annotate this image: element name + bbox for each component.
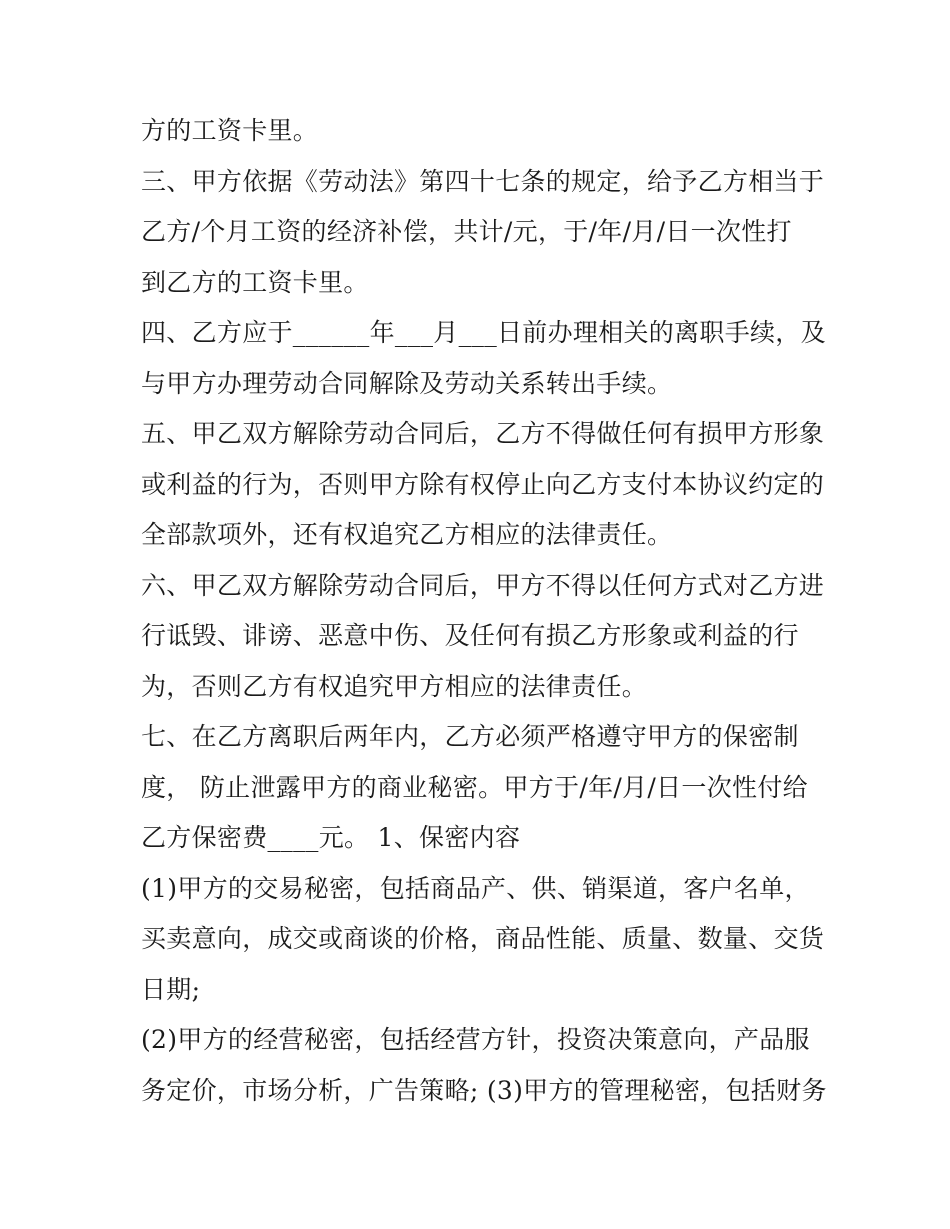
text-line-7: 五、甲乙双方解除劳动合同后，乙方不得做任何有损甲方形象	[141, 419, 825, 448]
text-line-3: 乙方/个月工资的经济补偿，共计/元，于/年/月/日一次性打	[141, 217, 792, 246]
text-line-9: 全部款项外，还有权追究乙方相应的法律责任。	[141, 520, 673, 549]
text-line-19: (2)甲方的经营秘密，包括经营方针，投资决策意向，产品服	[141, 1025, 810, 1054]
text-line-15: 乙方保密费____元。 1、保密内容	[141, 823, 521, 852]
text-line-8: 或利益的行为，否则甲方除有权停止向乙方支付本协议约定的	[141, 469, 825, 499]
text-line-14: 度， 防止泄露甲方的商业秘密。甲方于/年/月/日一次性付给	[141, 772, 808, 802]
text-line-4: 到乙方的工资卡里。	[141, 267, 369, 297]
text-line-11: 行诋毁、诽谤、恶意中伤、及任何有损乙方形象或利益的行	[141, 621, 799, 650]
text-line-10: 六、甲乙双方解除劳动合同后，甲方不得以任何方式对乙方进	[141, 570, 825, 600]
text-line-18: 日期;	[141, 974, 201, 1004]
text-line-20: 务定价，市场分析，广告策略; (3)甲方的管理秘密，包括财务	[141, 1075, 827, 1105]
text-line-13: 七、在乙方离职后两年内，乙方必须严格遵守甲方的保密制	[141, 722, 799, 751]
text-line-16: (1)甲方的交易秘密，包括商品产、供、销渠道，客户名单，	[141, 873, 810, 903]
text-line-17: 买卖意向，成交或商谈的价格，商品性能、质量、数量、交货	[141, 924, 825, 953]
document-body	[141, 106, 827, 1116]
text-line-1: 方的工资卡里。	[141, 116, 319, 145]
text-line-6: 与甲方办理劳动合同解除及劳动关系转出手续。	[141, 368, 673, 398]
text-line-2: 三、甲方依据《劳动法》第四十七条的规定，给予乙方相当于	[141, 166, 825, 196]
text-line-12: 为，否则乙方有权追究甲方相应的法律责任。	[141, 671, 648, 701]
text-line-5: 四、乙方应于______年___月___日前办理相关的离职手续，及	[141, 318, 826, 347]
